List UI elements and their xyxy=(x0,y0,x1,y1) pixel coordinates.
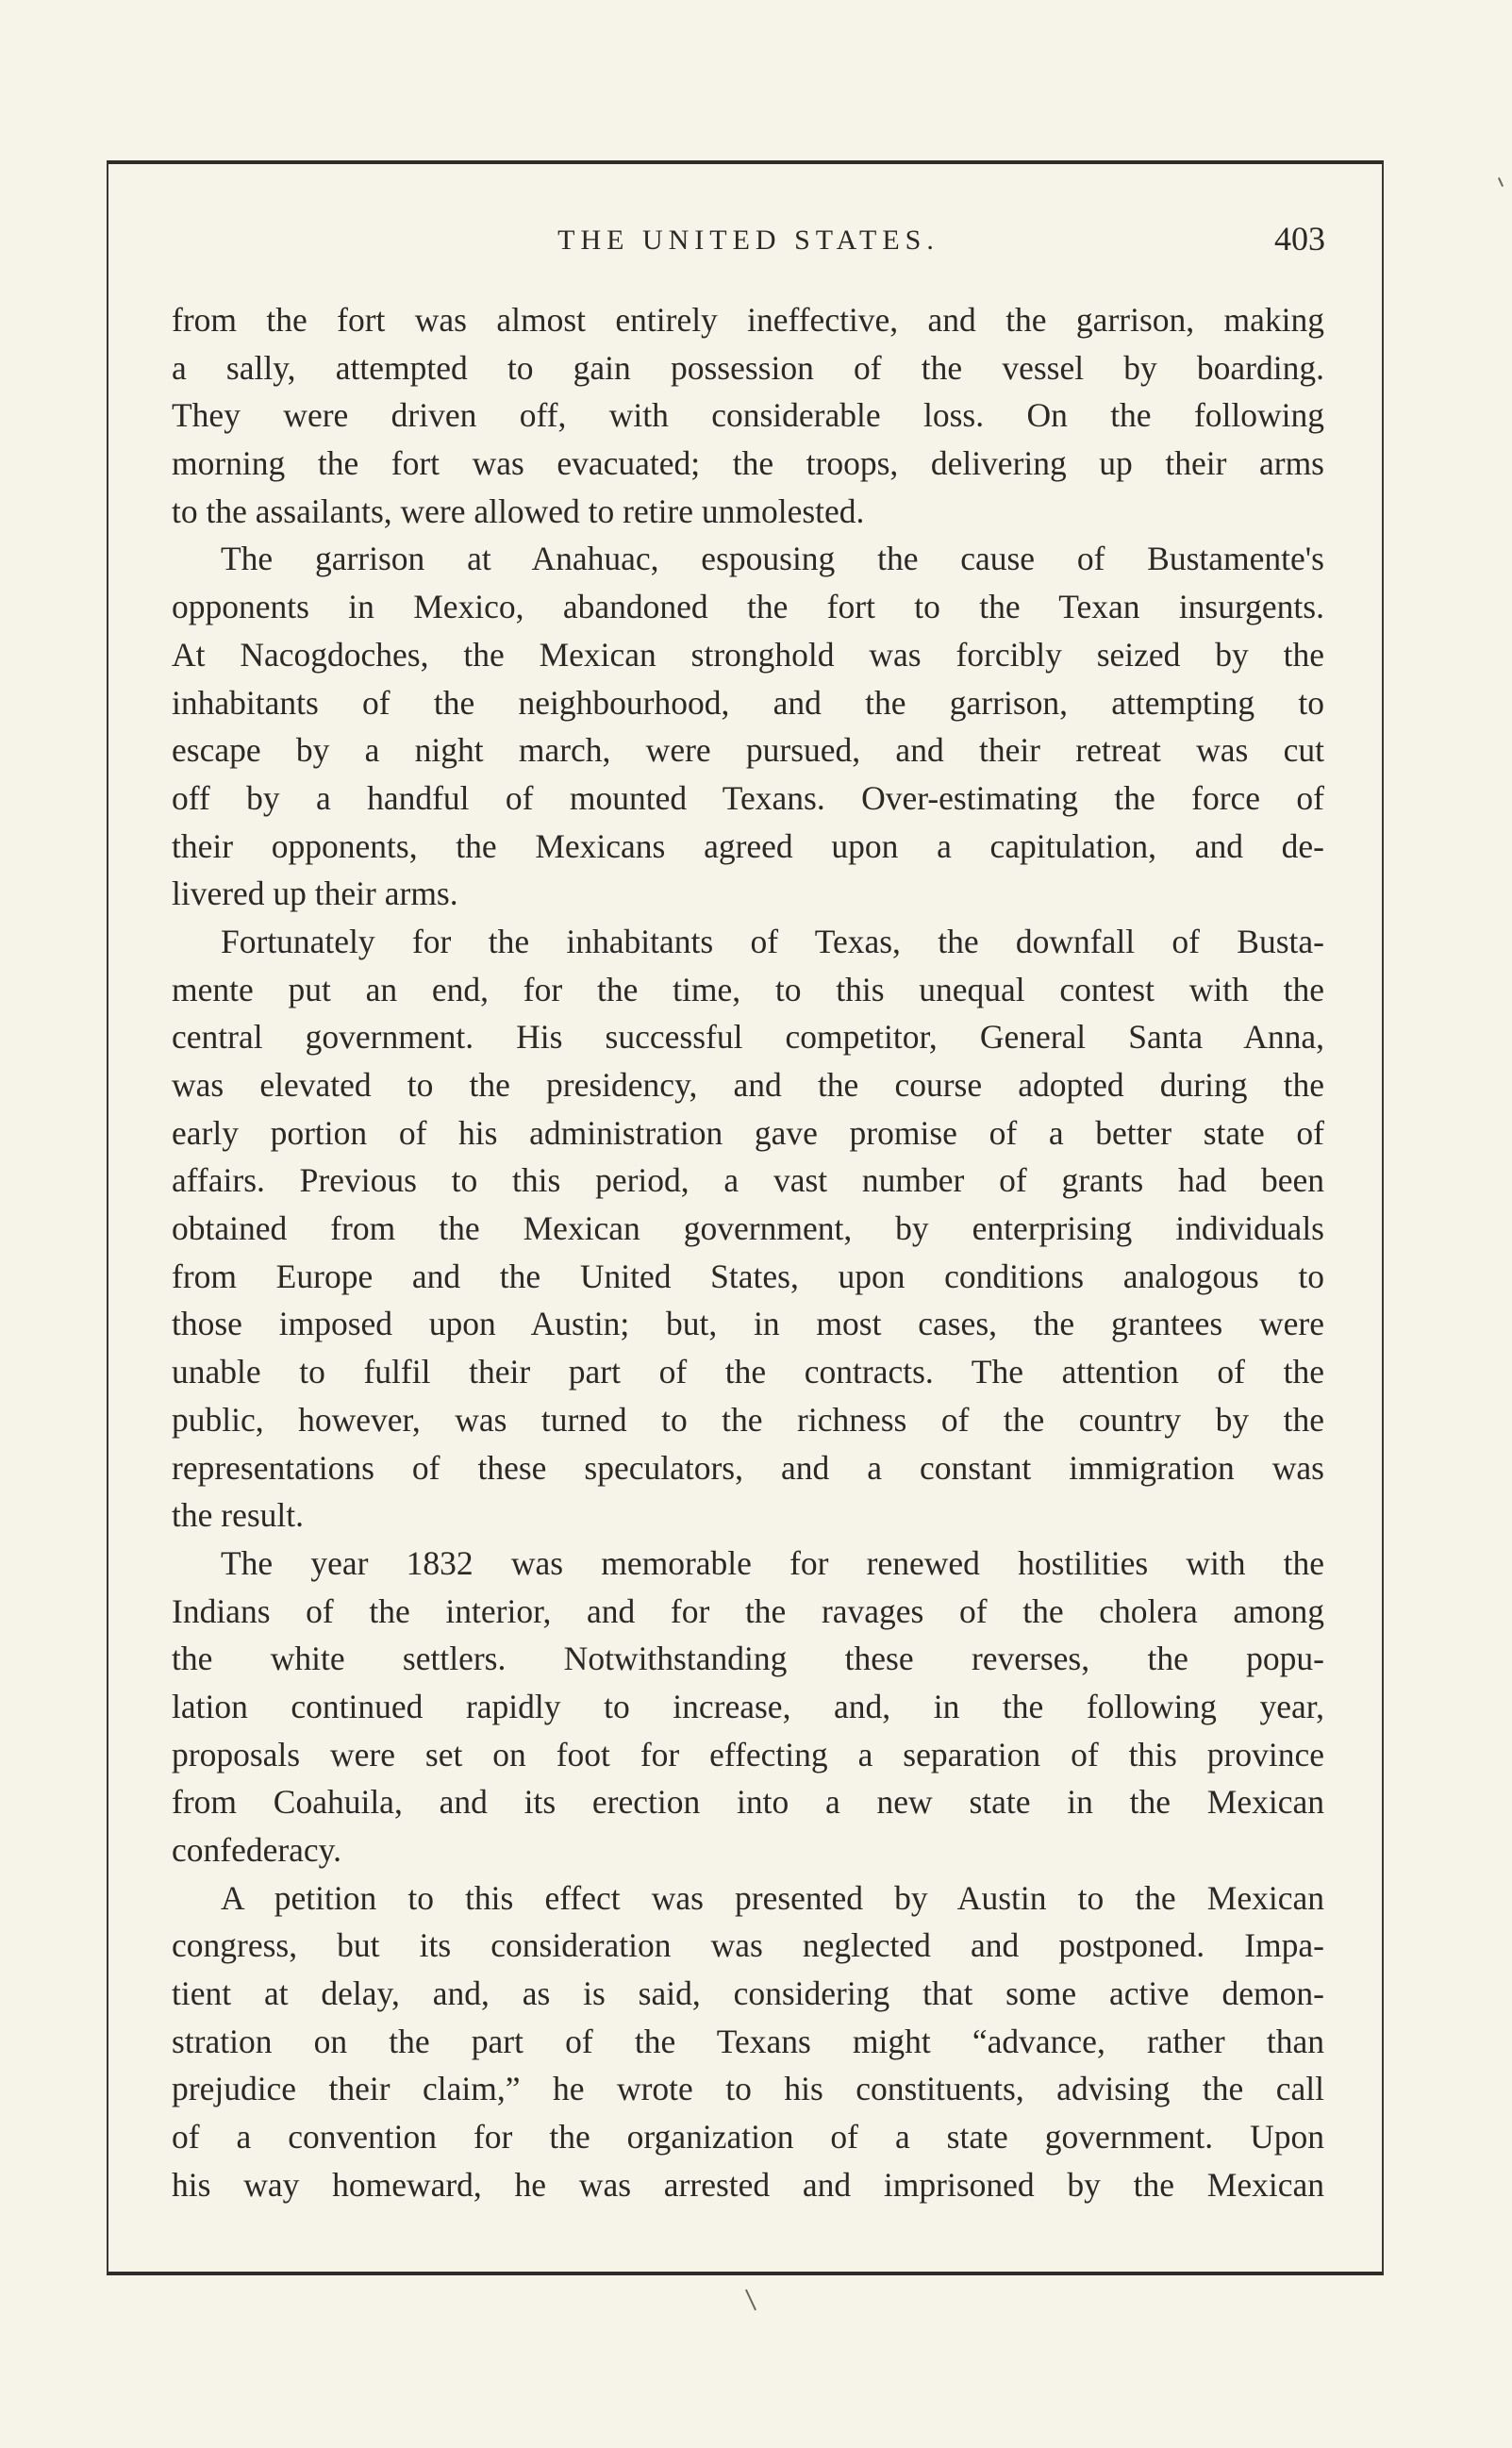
text-line: representations of these speculators, and a constant immigration was xyxy=(172,1448,1324,1487)
text-line: prejudice their claim,” he wrote to his constituents, advising the call xyxy=(172,2070,1324,2108)
text-line: those imposed upon Austin; but, in most cases, the grantees were xyxy=(172,1305,1324,1343)
text-line: proposals were set on foot for effecting a separation of this province xyxy=(172,1735,1324,1774)
text-line: off by a handful of mounted Texans. Over-estimating the force of xyxy=(172,778,1324,817)
text-line: from Coahuila, and its erection into a new state in the Mexican xyxy=(172,1783,1324,1822)
text-line: mente put an end, for the time, to this unequal contest with the xyxy=(172,970,1324,1008)
running-header xyxy=(172,219,1325,264)
text-line: A petition to this effect was presented by Austin to the Mexican xyxy=(221,1878,1324,1917)
text-line: stration on the part of the Texans might “advance, rather than xyxy=(172,2022,1324,2060)
text-line: from Europe and the United States, upon conditions analogous to xyxy=(172,1257,1324,1295)
text-line: his way homeward, he was arrested and imprisoned by the Mexican xyxy=(172,2165,1324,2204)
text-line: to the assailants, were allowed to retire unmolested. xyxy=(172,491,865,530)
running-title: THE UNITED STATES. xyxy=(557,225,939,256)
text-line: lation continued rapidly to increase, and, in the following year, xyxy=(172,1687,1324,1725)
text-line: from the fort was almost entirely ineffective, and the garrison, making xyxy=(172,301,1324,339)
text-line: opponents in Mexico, abandoned the fort to the Texan insurgents. xyxy=(172,588,1324,626)
text-line: affairs. Previous to this period, a vast number of grants had been xyxy=(172,1161,1324,1200)
text-line: early portion of his administration gave promise of a better state of xyxy=(172,1113,1324,1152)
text-line: congress, but its consideration was neglected and postponed. Impa- xyxy=(172,1926,1324,1965)
body-text xyxy=(172,296,1324,2209)
text-line: inhabitants of the neighbourhood, and the garrison, attempting to xyxy=(172,683,1324,722)
text-line: livered up their arms. xyxy=(172,874,458,913)
text-line: was elevated to the presidency, and the course adopted during the xyxy=(172,1066,1324,1104)
text-line: confederacy. xyxy=(172,1831,341,1869)
text-line: escape by a night march, were pursued, and their retreat was cut xyxy=(172,731,1324,770)
text-line: their opponents, the Mexicans agreed upon a capitulation, and de- xyxy=(172,826,1324,865)
text-line: morning the fort was evacuated; the troops, delivering up their arms xyxy=(172,444,1324,483)
text-line: unable to fulfil their part of the contracts. The attention of the xyxy=(172,1353,1324,1391)
text-line: At Nacogdoches, the Mexican stronghold was forcibly seized by the xyxy=(172,635,1324,674)
scan-speck xyxy=(745,2290,756,2311)
scan-speck xyxy=(1498,177,1504,187)
text-line: Indians of the interior, and for the ravages of the cholera among xyxy=(172,1591,1324,1630)
text-line: Fortunately for the inhabitants of Texas, the downfall of Busta- xyxy=(221,922,1324,960)
text-line: of a convention for the organization of a state government. Upon xyxy=(172,2118,1324,2157)
text-line: The garrison at Anahuac, espousing the cause of Bustamente's xyxy=(221,540,1324,578)
text-line: tient at delay, and, as is said, considering that some active demon- xyxy=(172,1974,1324,2013)
text-line: public, however, was turned to the richness of the country by the xyxy=(172,1400,1324,1439)
text-line: The year 1832 was memorable for renewed hostilities with the xyxy=(221,1543,1324,1582)
text-line: the result. xyxy=(172,1496,304,1535)
page-number: 403 xyxy=(1274,220,1325,258)
text-line: central government. His successful competitor, General Santa Anna, xyxy=(172,1018,1324,1057)
text-line: a sally, attempted to gain possession of the vessel by boarding. xyxy=(172,348,1324,387)
text-line: obtained from the Mexican government, by enterprising individuals xyxy=(172,1209,1324,1248)
text-line: the white settlers. Notwithstanding these reverses, the popu- xyxy=(172,1640,1324,1678)
text-line: They were driven off, with considerable loss. On the following xyxy=(172,396,1324,435)
